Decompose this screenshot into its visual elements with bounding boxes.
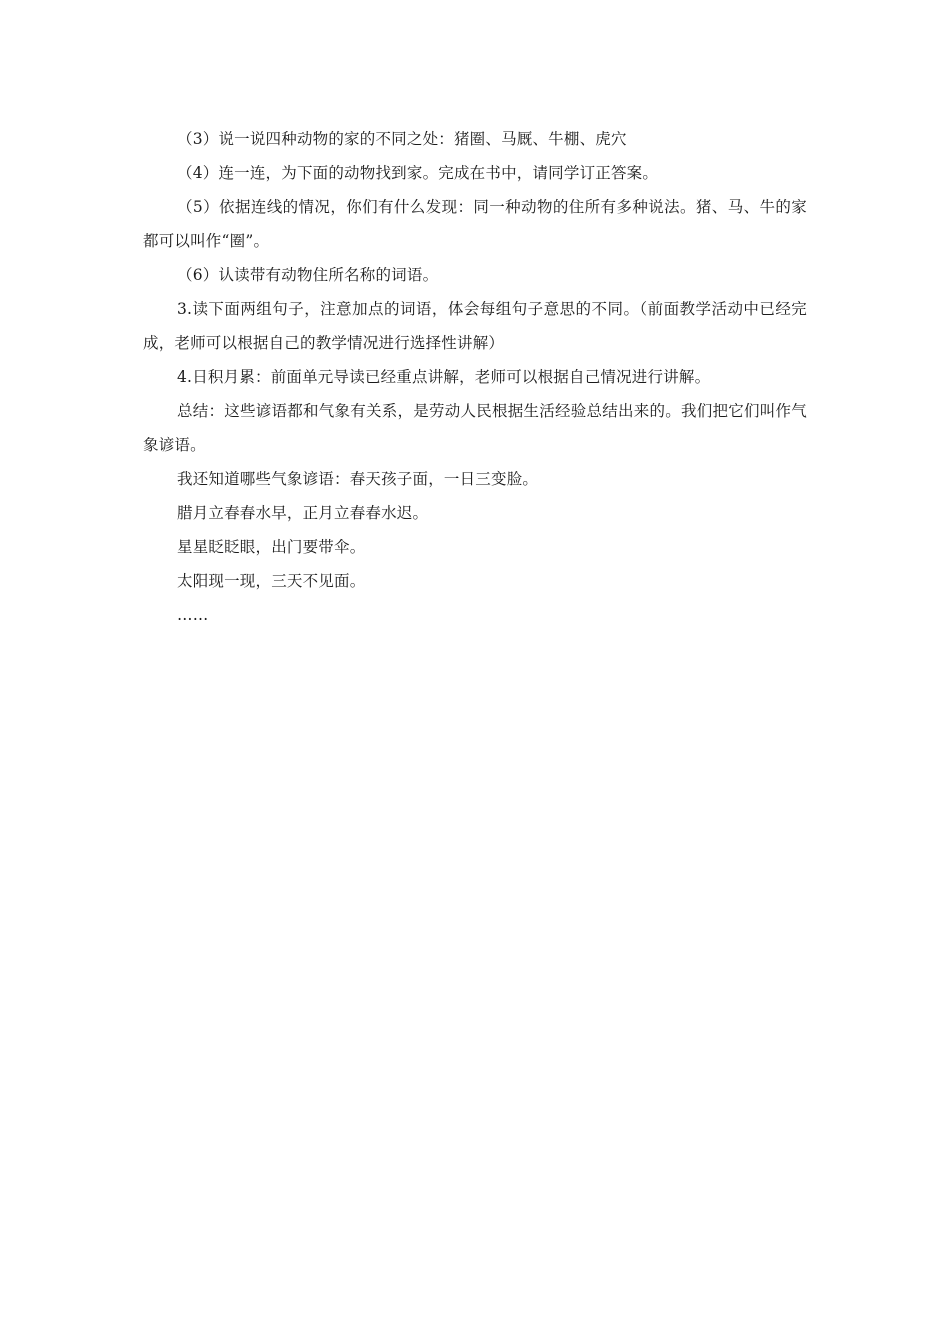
paragraph-item-5: （5）依据连线的情况，你们有什么发现：同一种动物的住所有多种说法。猪、马、牛的家都可以叫作“圈”。	[143, 198, 807, 250]
paragraph-ellipsis: ……	[177, 606, 209, 624]
paragraph-proverb: 星星眨眨眼，出门要带伞。	[177, 538, 366, 556]
paragraph-proverb: 腊月立春春水早，正月立春春水迟。	[177, 504, 429, 522]
paragraph-item-3: （3）说一说四种动物的家的不同之处：猪圈、马厩、牛棚、虎穴	[177, 130, 627, 148]
document-body	[143, 122, 807, 632]
paragraph-item-6: （6）认读带有动物住所名称的词语。	[177, 266, 439, 284]
paragraph-summary: 总结：这些谚语都和气象有关系，是劳动人民根据生活经验总结出来的。我们把它们叫作气象谚语。	[143, 402, 807, 454]
paragraph-proverb: 太阳现一现，三天不见面。	[177, 572, 366, 590]
paragraph-proverbs-intro: 我还知道哪些气象谚语：春天孩子面，一日三变脸。	[177, 470, 539, 488]
paragraph-section-4: 4.日积月累：前面单元导读已经重点讲解，老师可以根据自己情况进行讲解。	[177, 368, 711, 386]
paragraph-section-3: 3.读下面两组句子，注意加点的词语，体会每组句子意思的不同。（前面教学活动中已经完成，老师可以根据自己的教学情况进行选择性讲解）	[143, 300, 807, 352]
paragraph-item-4: （4）连一连，为下面的动物找到家。完成在书中，请同学订正答案。	[177, 164, 659, 182]
